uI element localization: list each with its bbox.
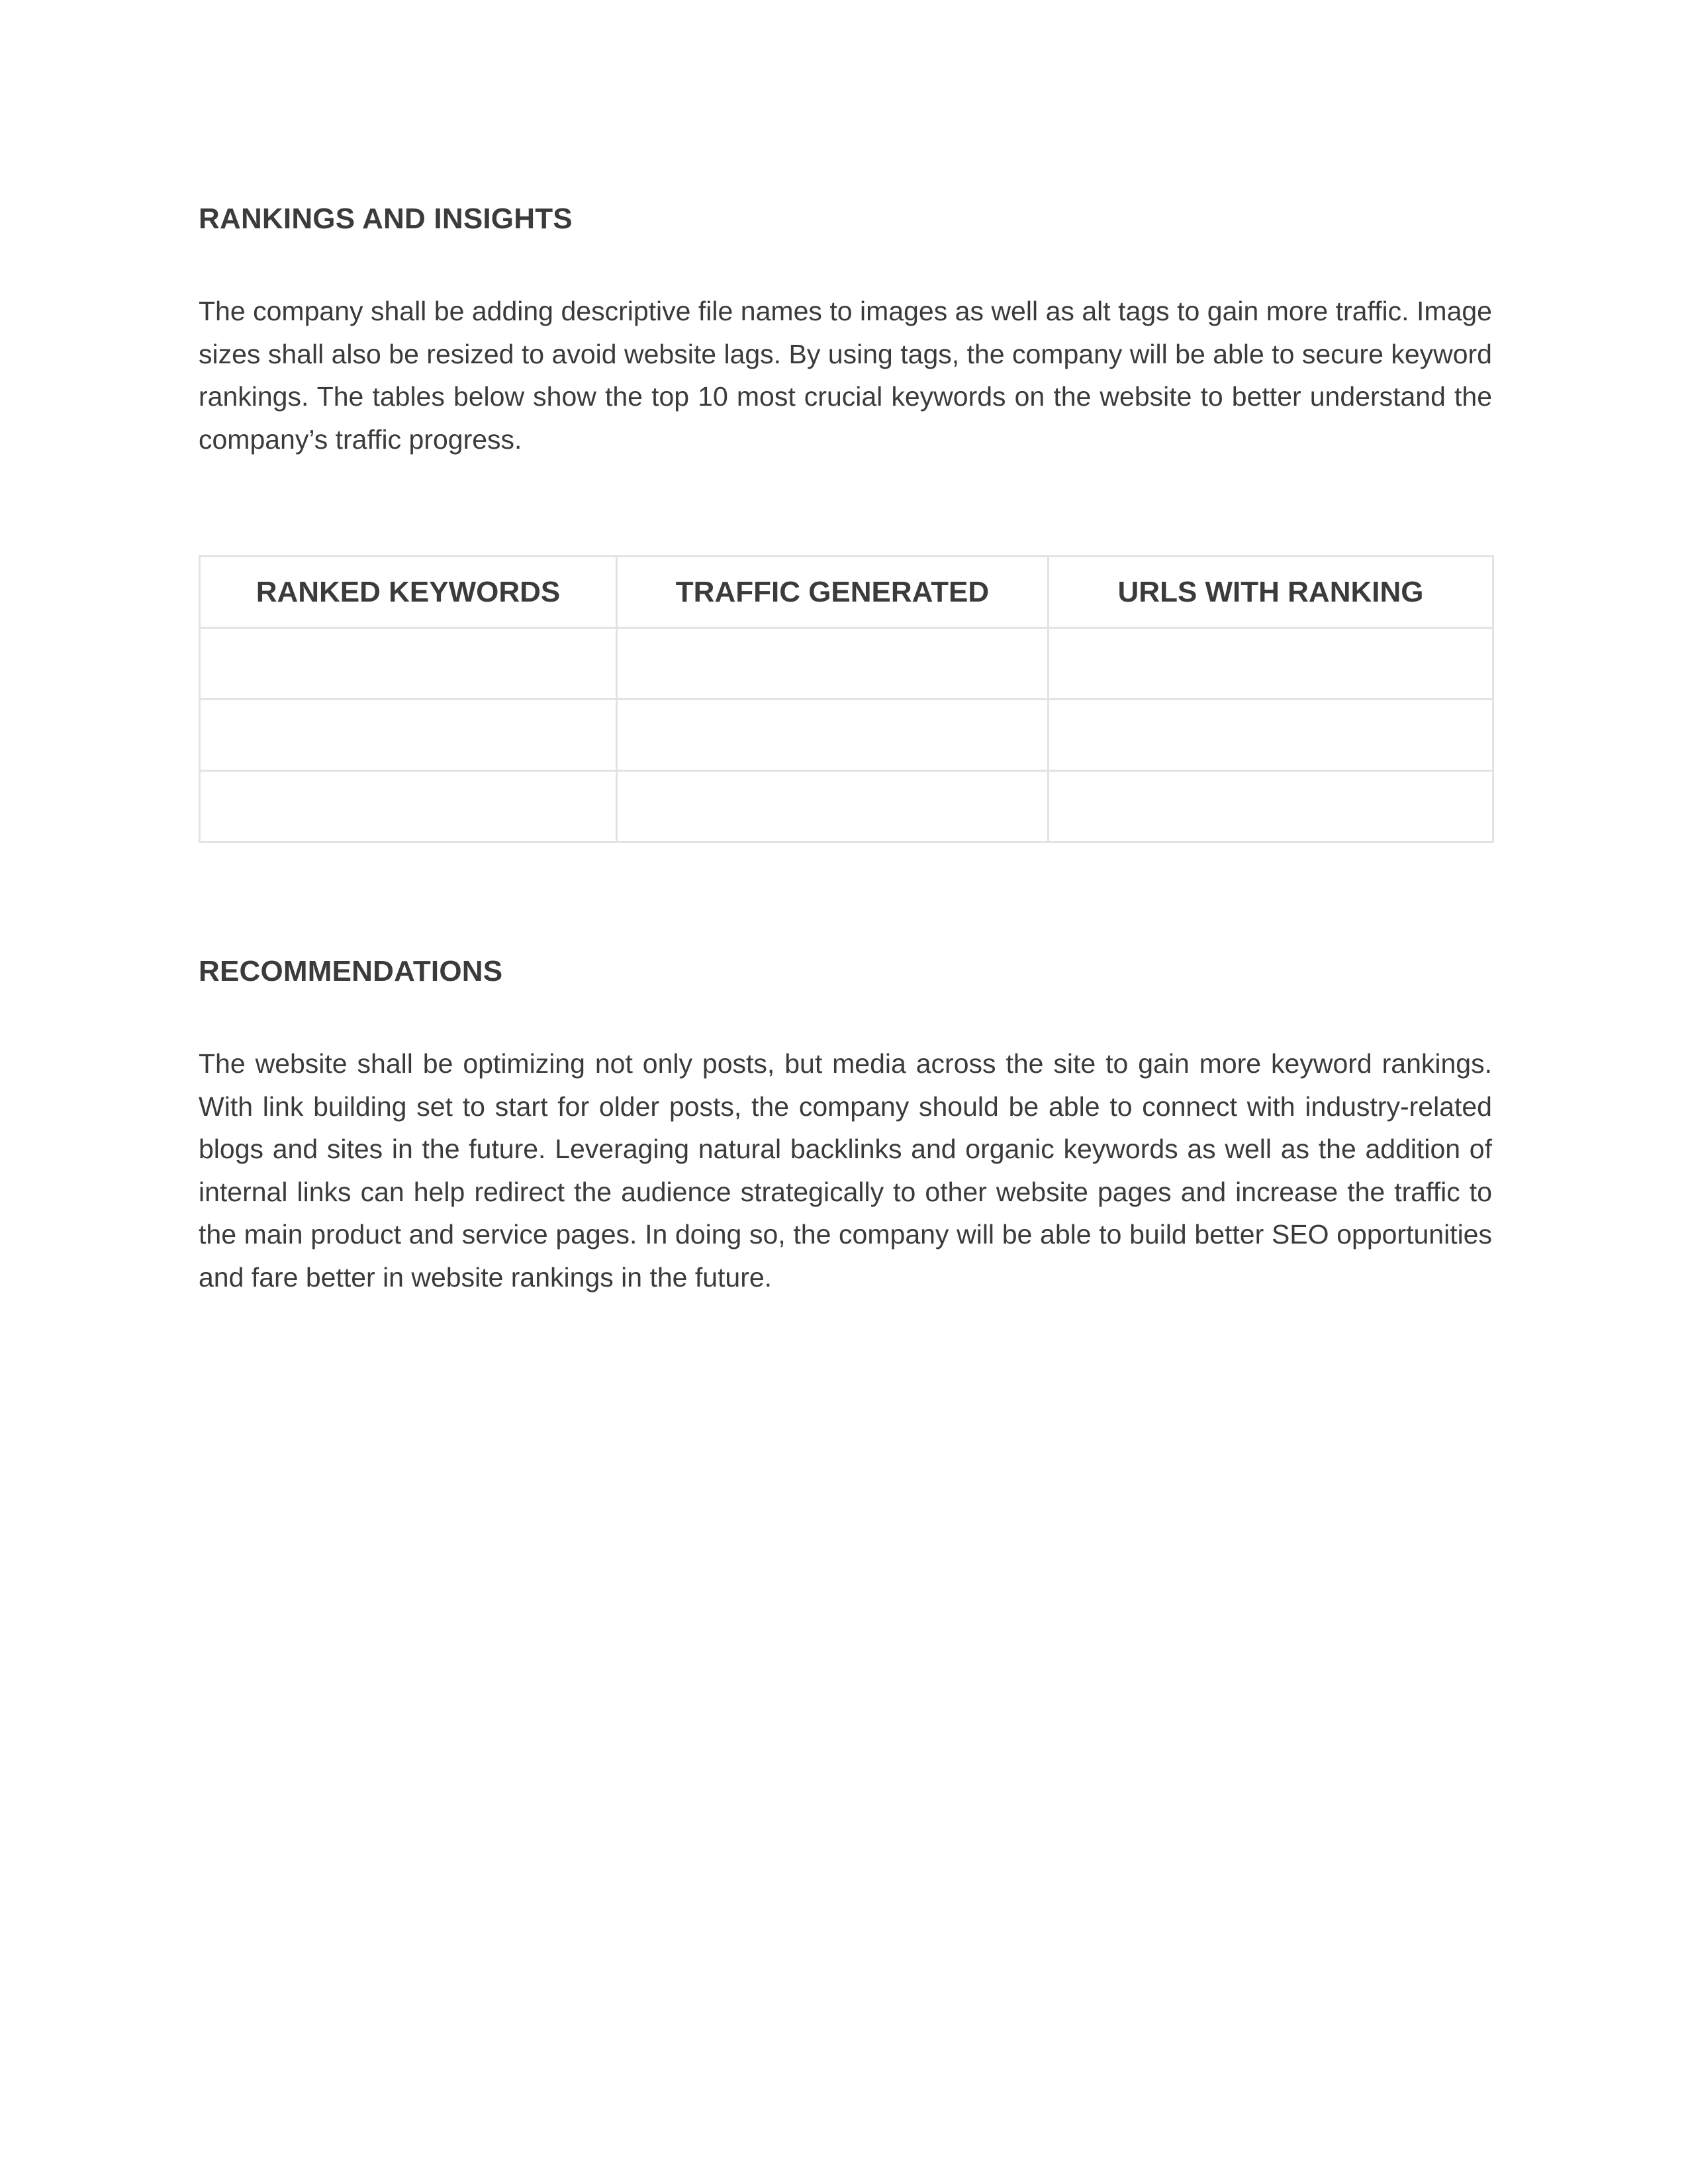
rankings-heading: RANKINGS AND INSIGHTS bbox=[199, 203, 573, 235]
table-cell bbox=[200, 628, 617, 700]
header-traffic-generated: TRAFFIC GENERATED bbox=[617, 557, 1049, 628]
recommendations-paragraph: The website shall be optimizing not only posts, but media across the site to gain more keyword rankings. With link building set to start for older posts, the company should be able to connect with industry-related blogs and sites in the future. Leveraging natural backlinks and organic keywords as well as the addition of internal links can help redirect the audience strategically to other website pages and increase the traffic to the main product and service pages. In doing so, the company will be able to build better SEO opportunities and fare better in website rankings in the future. bbox=[199, 1048, 1492, 1293]
recommendations-heading: RECOMMENDATIONS bbox=[199, 955, 503, 987]
keywords-table bbox=[199, 555, 1494, 843]
header-ranked-keywords: RANKED KEYWORDS bbox=[200, 557, 617, 628]
table-cell bbox=[1049, 771, 1493, 842]
table-row bbox=[200, 771, 1493, 842]
table-row bbox=[200, 700, 1493, 771]
table-cell bbox=[1049, 628, 1493, 700]
table-header-row bbox=[200, 557, 1493, 628]
table-row bbox=[200, 628, 1493, 700]
table-cell bbox=[200, 700, 617, 771]
table-cell bbox=[200, 771, 617, 842]
table-cell bbox=[617, 628, 1049, 700]
table-cell bbox=[1049, 700, 1493, 771]
table-cell bbox=[617, 771, 1049, 842]
table-cell bbox=[617, 700, 1049, 771]
rankings-paragraph: The company shall be adding descriptive file names to images as well as alt tags to gain more traffic. Image sizes shall also be resized to avoid website lags. By using tags, the company will be able to secure keyword rankings. The tables below show the top 10 most crucial keywords on the website to better understand the company’s traffic progress. bbox=[199, 296, 1492, 455]
header-urls-with-ranking: URLS WITH RANKING bbox=[1049, 557, 1493, 628]
